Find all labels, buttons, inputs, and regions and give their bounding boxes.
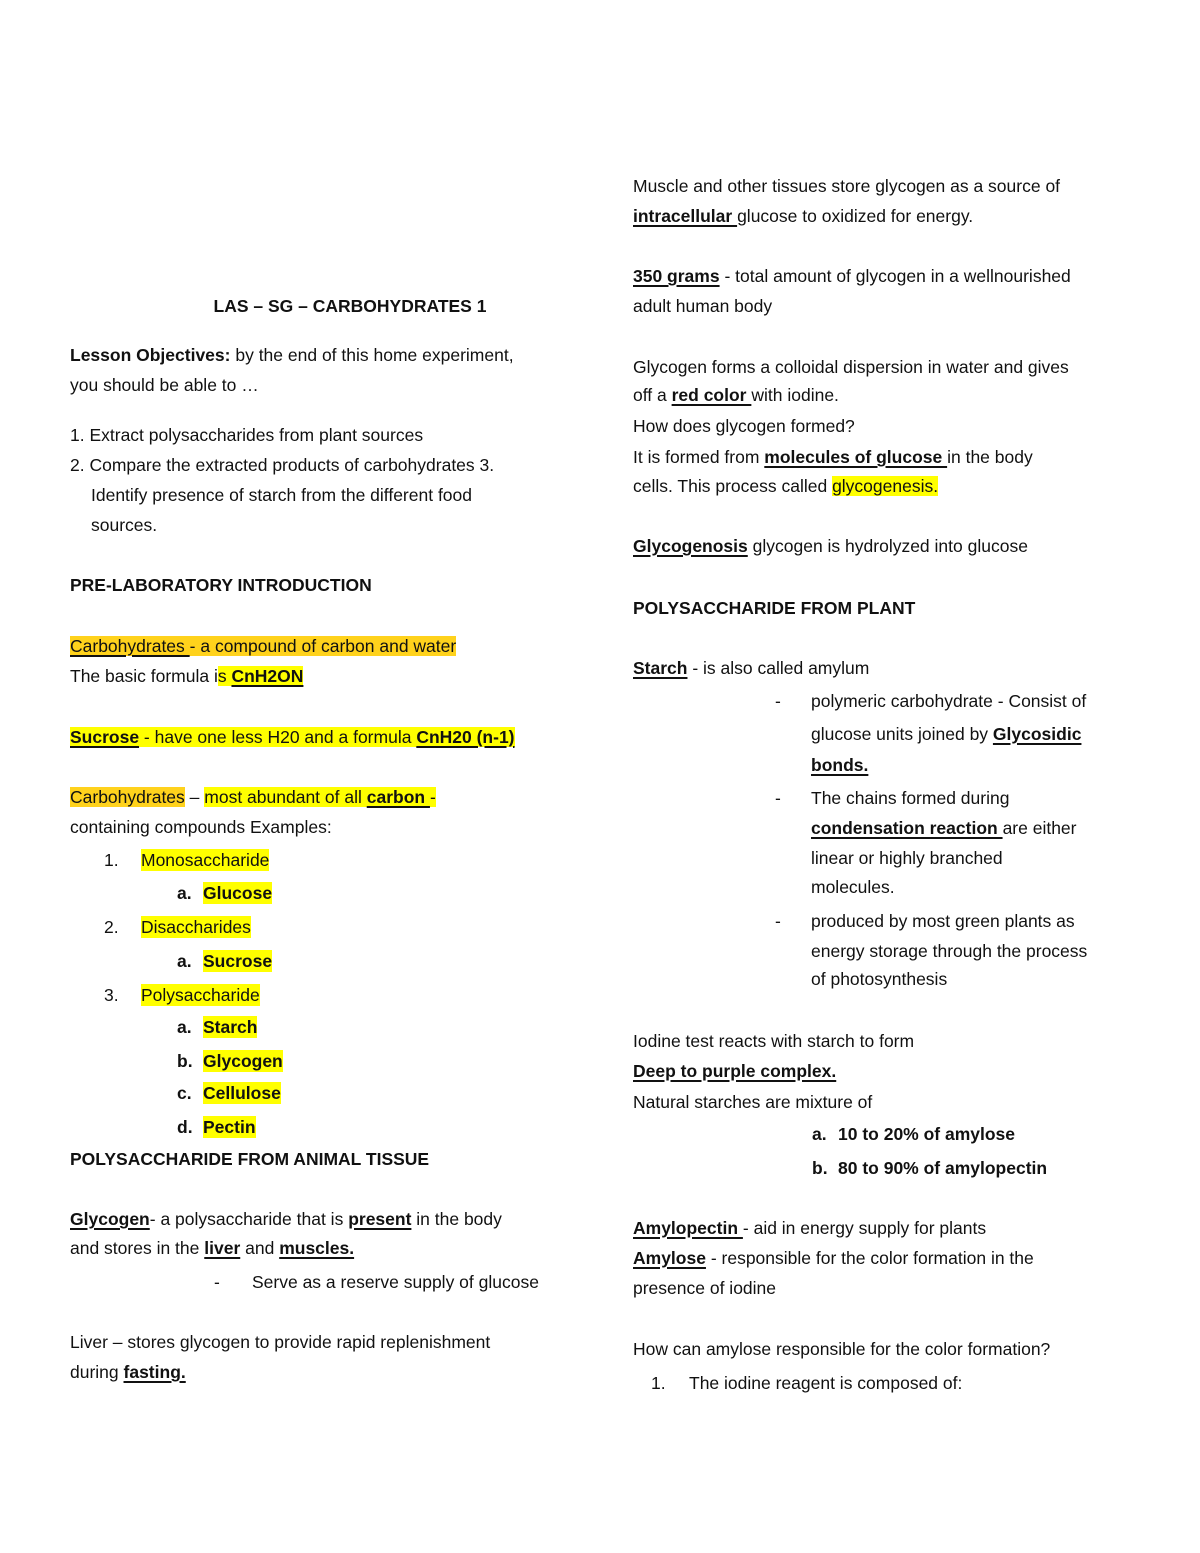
bullet-text: produced by most green plants as (811, 911, 1075, 931)
text: - responsible for the color formation in the (705, 1248, 1034, 1268)
carbohydrates-definition (70, 635, 456, 657)
term-fasting: fasting. (123, 1362, 186, 1382)
final-number: 1. (651, 1373, 666, 1393)
example-letter: d. (177, 1117, 193, 1137)
bullet-text (811, 723, 1081, 745)
objectives-text: by the end of this home experiment, (230, 345, 514, 365)
starch-line (633, 657, 869, 679)
section-heading-plant: POLYSACCHARIDE FROM PLANT (633, 598, 916, 618)
term-starch: Starch (633, 658, 688, 678)
amylose-line (633, 1247, 1034, 1269)
objectives-line-2: you should be able to … (70, 375, 259, 395)
example-letter: a. (177, 1017, 192, 1037)
objectives-line (70, 344, 514, 366)
abundant-def: most abundant of all (204, 787, 367, 807)
term-amylose: Amylose (633, 1248, 706, 1268)
term-intracellular: intracellular (633, 206, 738, 226)
sucrose-def: - have one less H20 and a formula (139, 727, 417, 747)
text: in the body (947, 447, 1033, 467)
type-name: Polysaccharide (141, 985, 260, 1005)
grams-line (633, 265, 1071, 287)
text: glycogen is hydrolyzed into glucose (747, 536, 1028, 556)
carbohydrates-abundant (70, 786, 436, 808)
glycogen-definition-2 (70, 1237, 354, 1259)
text: - aid in energy supply for plants (742, 1218, 987, 1238)
iodine-line: Iodine test reacts with starch to form (633, 1031, 915, 1051)
sucrose-formula: CnH20 (n-1) (416, 727, 515, 747)
term-liver: liver (204, 1238, 241, 1258)
carbohydrates-abundant-cont: containing compounds Examples: (70, 817, 332, 837)
example-letter: a. (177, 883, 192, 903)
example-name: Glycogen (203, 1051, 283, 1071)
bullet-dash: - (775, 911, 781, 931)
type-number: 3. (104, 985, 119, 1005)
term-350-grams: 350 grams (633, 266, 720, 286)
term-carbon: carbon (366, 787, 430, 807)
text: off a (633, 385, 672, 405)
sucrose-definition (70, 726, 515, 748)
bullet-dash: - (775, 691, 781, 711)
example-name: Starch (203, 1017, 258, 1037)
glycogen-def: - a polysaccharide that is (149, 1209, 349, 1229)
bullet-dash: - (214, 1272, 220, 1292)
objective-item: sources. (91, 515, 158, 535)
glycogen-def-end: in the body (411, 1209, 502, 1229)
mix-text: 80 to 90% of amylopectin (838, 1158, 1048, 1178)
bullet-dash: - (775, 788, 781, 808)
bullet-text: molecules. (811, 877, 895, 897)
basic-formula (70, 665, 303, 687)
objective-item: Identify presence of starch from the different food (91, 485, 473, 505)
bullet-text: of photosynthesis (811, 969, 948, 989)
carbohydrates-def: - a compound of carbon and water (189, 636, 457, 656)
amylopectin-line (633, 1217, 986, 1239)
example-name: Sucrose (203, 951, 273, 971)
term-glycogen: Glycogen (70, 1209, 150, 1229)
type-name: Disaccharides (141, 917, 251, 937)
type-number: 1. (104, 850, 119, 870)
objective-item: 1. Extract polysaccharides from plant sources (70, 425, 424, 445)
section-heading-animal: POLYSACCHARIDE FROM ANIMAL TISSUE (70, 1149, 430, 1169)
glycogenosis-line (633, 535, 1028, 557)
objectives-label: Lesson Objectives: (70, 345, 231, 365)
example-letter: b. (177, 1051, 193, 1071)
text: during (70, 1362, 124, 1382)
dash-2: - (429, 787, 436, 807)
formula-value: CnH2ON (231, 666, 304, 686)
bullet-text (811, 817, 1077, 839)
example-name: Pectin (203, 1117, 256, 1137)
colloid-line-2 (633, 384, 839, 406)
formula-text: The basic formula i (70, 666, 218, 686)
bullet-text: polymeric carbohydrate - Consist of (811, 691, 1087, 711)
term-carbohydrates-2: Carbohydrates (70, 787, 185, 807)
text: with iodine. (751, 385, 839, 405)
mix-letter: b. (812, 1158, 828, 1178)
type-name: Monosaccharide (141, 850, 270, 870)
liver-line: Liver – stores glycogen to provide rapid replenishment (70, 1332, 491, 1352)
bullet-text: energy storage through the process (811, 941, 1088, 961)
formed-line (633, 446, 1033, 468)
grams-line-2: adult human body (633, 296, 773, 316)
cells-line (633, 475, 938, 497)
term-sucrose: Sucrose (70, 727, 140, 747)
term-carbohydrates: Carbohydrates (70, 636, 190, 656)
text: and (240, 1238, 280, 1258)
reserve-text: Serve as a reserve supply of glucose (252, 1272, 539, 1292)
question-line: How does glycogen formed? (633, 416, 855, 436)
example-name: Cellulose (203, 1083, 281, 1103)
term-glycogenesis: glycogenesis. (832, 476, 939, 496)
objective-item: 2. Compare the extracted products of carbohydrates 3. (70, 455, 495, 475)
muscle-line: Muscle and other tissues store glycogen as a source of (633, 176, 1061, 196)
natural-line: Natural starches are mixture of (633, 1092, 873, 1112)
text: glucose to oxidized for energy. (737, 206, 974, 226)
during-line (70, 1361, 186, 1383)
type-number: 2. (104, 917, 119, 937)
text: glucose units joined by (811, 724, 993, 744)
muscle-line-2 (633, 205, 973, 227)
example-name: Glucose (203, 883, 273, 903)
text: and stores in the (70, 1238, 205, 1258)
glycogen-definition (70, 1208, 502, 1230)
term-deep-purple: Deep to purple complex. (633, 1061, 837, 1081)
bullet-text: The chains formed during (811, 788, 1010, 808)
how-question: How can amylose responsible for the color formation? (633, 1339, 1051, 1359)
term-present: present (348, 1209, 412, 1229)
section-heading-prelab: PRE-LABORATORY INTRODUCTION (70, 575, 372, 595)
example-letter: a. (177, 951, 192, 971)
dash: – (184, 787, 205, 807)
text: are either (1002, 818, 1077, 838)
text: - total amount of glycogen in a wellnourished (719, 266, 1071, 286)
text: cells. This process called (633, 476, 833, 496)
page-title: LAS – SG – CARBOHYDRATES 1 (213, 296, 487, 316)
formula-s: s (217, 666, 232, 686)
colloid-line: Glycogen forms a colloidal dispersion in water and gives (633, 357, 1069, 377)
term-condensation: condensation reaction (811, 818, 1003, 838)
bullet-text: linear or highly branched (811, 848, 1003, 868)
text: - is also called amylum (687, 658, 870, 678)
term-glycosidic: Glycosidic (992, 724, 1082, 744)
term-molecules: molecules of glucose (764, 447, 948, 467)
term-glycogenosis: Glycogenosis (633, 536, 748, 556)
mix-text: 10 to 20% of amylose (838, 1124, 1016, 1144)
amylose-line-2: presence of iodine (633, 1278, 777, 1298)
term-bonds: bonds. (811, 755, 869, 775)
term-amylopectin: Amylopectin (633, 1218, 743, 1238)
final-text: The iodine reagent is composed of: (689, 1373, 963, 1393)
mix-letter: a. (812, 1124, 827, 1144)
term-muscles: muscles. (279, 1238, 355, 1258)
term-red-color: red color (671, 385, 752, 405)
example-letter: c. (177, 1083, 192, 1103)
text: It is formed from (633, 447, 765, 467)
